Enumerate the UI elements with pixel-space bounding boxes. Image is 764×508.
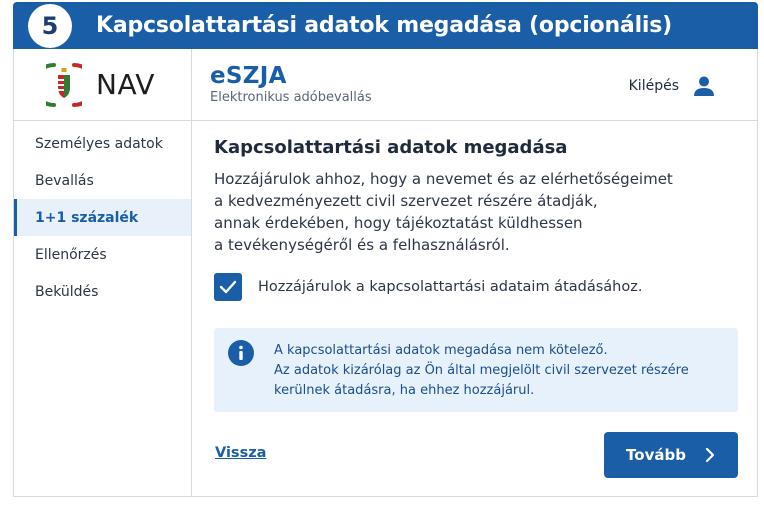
- step-banner: [13, 2, 758, 49]
- description-line: a tevékenységéről és a felhasználásról.: [214, 236, 510, 254]
- back-link[interactable]: Vissza: [215, 445, 267, 461]
- app-title-block: [210, 63, 372, 120]
- info-notice: [214, 328, 738, 412]
- sidebar-item-label: Ellenőrzés: [35, 246, 107, 263]
- action-bar: [214, 432, 738, 478]
- brand-name: NAV: [96, 68, 155, 101]
- sidebar-item-szemelyes-adatok[interactable]: [14, 125, 191, 162]
- consent-checkbox[interactable]: [214, 273, 242, 301]
- description-line: Hozzájárulok ahhoz, hogy a nevemet és az elérhetőségeimet: [214, 170, 673, 188]
- app-frame: [13, 49, 758, 497]
- sidebar-item-label: Beküldés: [35, 283, 99, 300]
- nav-crest-icon: [46, 59, 82, 111]
- description-line: a kedvezményezett civil szervezet részére átadják,: [214, 192, 598, 210]
- sidebar-item-label: Bevallás: [35, 172, 94, 189]
- next-button[interactable]: [604, 432, 738, 478]
- info-text: [274, 341, 689, 401]
- app-header: [14, 49, 757, 121]
- info-line: Az adatok kizárólag az Ön által megjelölt civil szervezet részére: [274, 363, 689, 378]
- info-icon: [228, 340, 254, 366]
- step-number: 5: [41, 11, 59, 40]
- description-line: annak érdekében, hogy tájékoztatást küldhessen: [214, 214, 583, 232]
- info-line: A kapcsolattartási adatok megadása nem kötelező.: [274, 343, 608, 358]
- logout-button[interactable]: [629, 75, 715, 97]
- chevron-right-icon: [704, 447, 716, 463]
- step-title: Kapcsolattartási adatok megadása (opcionális): [96, 13, 673, 38]
- sidebar-item-ellenorzes[interactable]: [14, 236, 191, 273]
- consent-description: [214, 168, 744, 256]
- sidebar-item-bekuldes[interactable]: [14, 273, 191, 310]
- sidebar-item-label: Személyes adatok: [35, 135, 163, 152]
- brand[interactable]: [14, 49, 192, 120]
- sidebar-item-label: 1+1 százalék: [35, 209, 139, 226]
- sidebar: [14, 121, 192, 496]
- consent-row: [214, 273, 744, 301]
- logout-label: Kilépés: [628, 78, 679, 94]
- page-title: Kapcsolattartási adatok megadása: [214, 137, 568, 158]
- main-content: [214, 121, 744, 412]
- checkmark-icon: [219, 280, 237, 294]
- sidebar-item-1-1-szazalek[interactable]: [14, 199, 191, 236]
- sidebar-nav: [14, 121, 191, 310]
- sidebar-item-bevallas[interactable]: [14, 162, 191, 199]
- step-number-badge: [28, 4, 72, 48]
- consent-label[interactable]: Hozzájárulok a kapcsolattartási adataim átadásához.: [258, 279, 643, 295]
- app-name: eSZJA: [210, 63, 287, 89]
- next-button-label: Tovább: [626, 446, 686, 464]
- app-subtitle: Elektronikus adóbevallás: [210, 90, 372, 105]
- user-icon: [693, 75, 715, 97]
- info-line: kerülnek átadásra, ha ehhez hozzájárul.: [274, 383, 535, 398]
